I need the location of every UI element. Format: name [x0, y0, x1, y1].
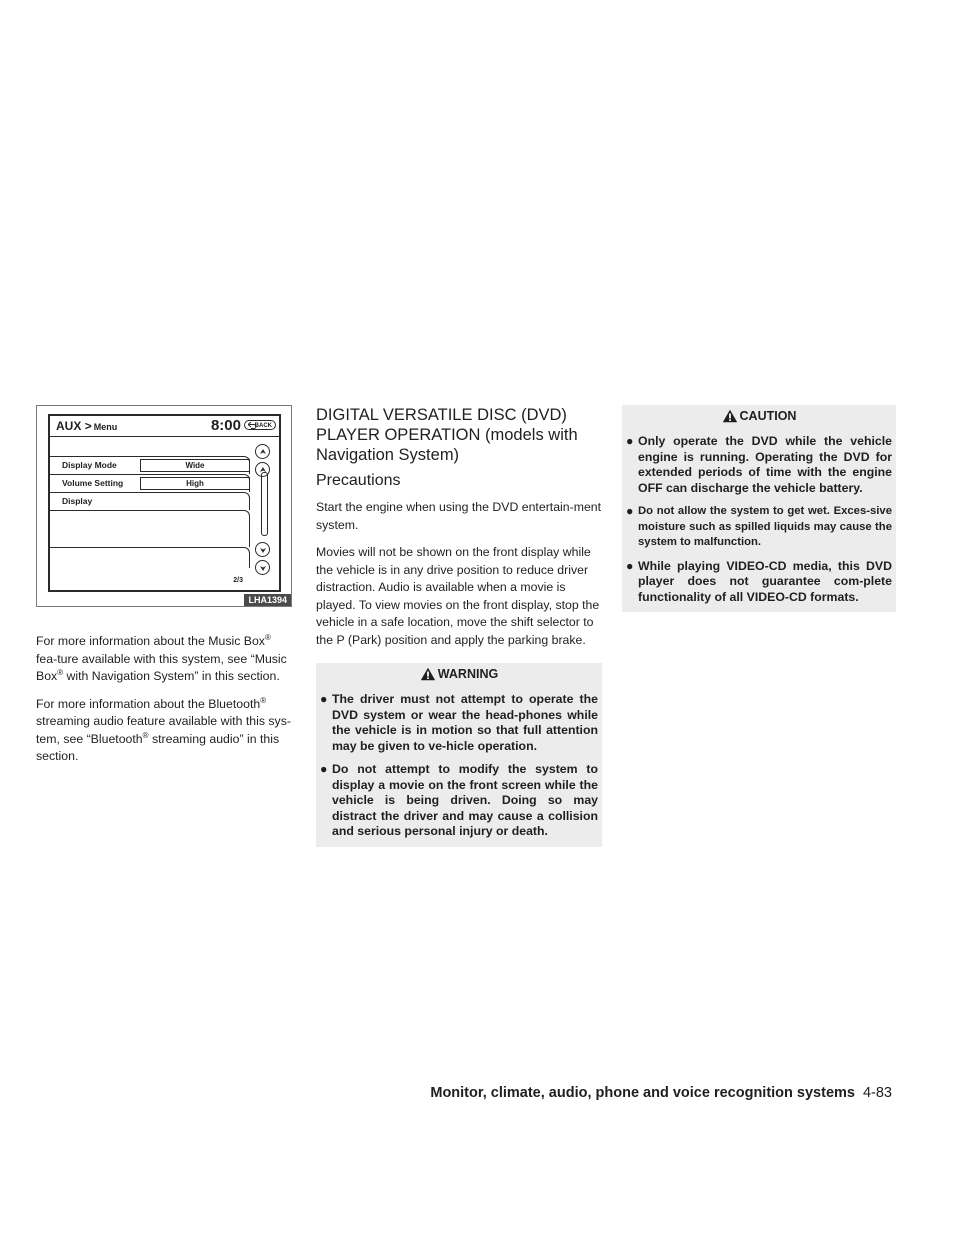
warning-item — [320, 762, 598, 840]
scroll-down-icon — [255, 542, 270, 557]
left-column — [36, 405, 292, 776]
screen-row-label: Display Mode — [62, 460, 117, 470]
bluetooth-paragraph: For more information about the Bluetooth® streaming audio feature available with this sys-tem, see “Bluetooth® streaming audio” in this section. — [36, 695, 291, 763]
aux-menu-screen — [48, 414, 281, 592]
figure-label: LHA1394 — [244, 594, 291, 606]
caution-triangle-icon — [722, 409, 738, 423]
middle-column — [316, 405, 602, 847]
screen-menu-row — [50, 510, 250, 547]
screen-header — [50, 416, 279, 437]
page-footer — [400, 1085, 892, 1101]
aux-menu-figure — [36, 405, 292, 607]
screen-menu-list — [50, 456, 250, 568]
page-number: 4-83 — [862, 1085, 892, 1101]
bullet: ● — [626, 558, 634, 573]
caution-box — [622, 405, 896, 612]
caution-item — [626, 504, 892, 551]
warning-item — [320, 692, 598, 754]
caution-text: Only operate the DVD while the vehicle engine is running. Operating the DVD for extended periods of time with the engine OFF can discharge the vehicle battery. — [638, 434, 892, 495]
caution-item — [626, 559, 892, 606]
bullet: ● — [320, 762, 328, 776]
caution-text: Do not allow the system to get wet. Exces-sive moisture such as spilled liquids may cause the system to malfunction. — [638, 505, 892, 548]
page-up-icon — [255, 444, 270, 459]
footer-section-title: Monitor, climate, audio, phone and voice recognition systems — [430, 1085, 855, 1101]
bullet: ● — [320, 692, 328, 706]
screen-row-value: Wide — [140, 459, 250, 472]
screen-menu-row — [50, 547, 250, 568]
right-column — [622, 405, 896, 612]
movies-paragraph: Movies will not be shown on the front display while the vehicle is in any drive position to reduce driver distraction. Audio is available when a movie is played. To view movies on the front display, stop the vehicle in a safe location, move the shift selector to the P (Park) position and apply the parking brake. — [316, 545, 600, 647]
bullet: ● — [626, 504, 634, 518]
caution-header: CAUTION — [626, 405, 892, 427]
warning-text: Do not attempt to modify the system to display a movie on the front screen while the vehicle is being driven. Doing so may distract the driver and may cause a collision and serious personal injury or death. — [332, 762, 598, 838]
screen-row-label: Volume Setting — [62, 478, 124, 488]
music-box-paragraph: For more information about the Music Box® fea-ture available with this system, see “Music Box® with Navigation System” in this section. — [36, 632, 287, 683]
back-arrow-icon — [248, 422, 257, 429]
screen-row-label: Display — [62, 496, 93, 506]
screen-menu-row — [50, 492, 250, 510]
screen-title: AUX > Menu — [56, 419, 118, 433]
warning-triangle-icon — [420, 667, 436, 681]
bullet: ● — [626, 434, 634, 448]
screen-menu-row — [50, 456, 250, 474]
scroll-track — [261, 472, 268, 536]
section-heading: DIGITAL VERSATILE DISC (DVD) PLAYER OPERATION (models with Navigation System) — [316, 406, 578, 464]
caution-text: While playing VIDEO-CD media, this DVD player does not guarantee com-plete functionality of all VIDEO-CD formats. — [638, 558, 892, 604]
warning-header: WARNING — [320, 663, 598, 685]
screen-row-value: High — [140, 477, 250, 490]
warning-box — [316, 663, 602, 847]
page-down-icon — [255, 560, 270, 575]
engine-paragraph: Start the engine when using the DVD entertain-ment system. — [316, 500, 602, 532]
screen-scrollbar — [255, 442, 273, 582]
warning-text: The driver must not attempt to operate the DVD system or wear the head-phones while the vehicle is in motion so that full attention may be given to ve-hicle operation. — [332, 692, 598, 753]
screen-menu-row — [50, 474, 250, 492]
screen-back-button: BACK — [244, 420, 276, 430]
screen-page-indicator: 2/3 — [233, 577, 243, 584]
screen-menu-label: Menu — [93, 422, 118, 432]
screen-clock: 8:00 — [210, 417, 241, 434]
precautions-subheading: Precautions — [316, 472, 401, 489]
caution-item — [626, 434, 892, 496]
